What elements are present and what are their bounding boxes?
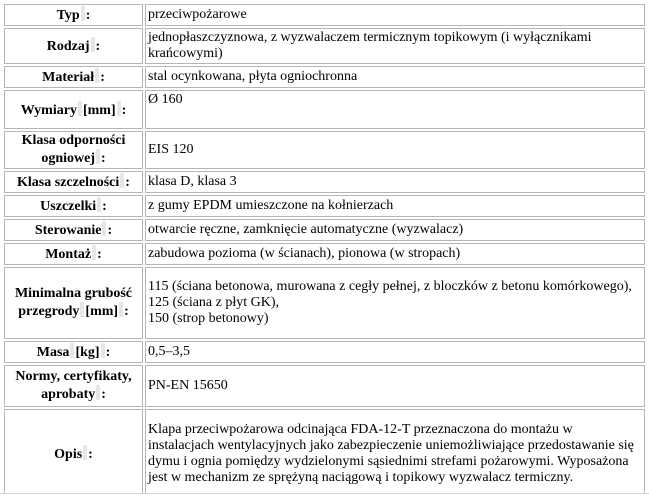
row-masa [4,341,645,363]
row-minimalna-grubosc [4,267,645,339]
label-text: Typ [56,8,80,23]
label-rodzaj: Rodzaj : [4,28,143,64]
label-unit: [mm] [82,102,116,118]
label-uszczelki: Uszczelki : [4,195,143,217]
value-line: 125 (ściana z płyt GK), [148,295,280,310]
value-minimalna-grubosc [145,267,645,339]
value-line: 115 (ściana betonowa, murowana z cegły pełnej, z bloczków z betonu komórkowego), [148,279,632,294]
label-text: Normy, certyfikaty, aprobaty [15,369,132,402]
label-klasa-odpornosci: Klasa odporności ogniowej : [4,131,143,169]
label-text: Materiał [42,70,95,85]
highlight-mark [120,173,124,188]
label-text: Masa [36,345,70,360]
row-material [4,66,645,88]
row-klasa-szczelnosci [4,171,645,193]
value-rodzaj: jednopłaszczyznowa, z wyzwalaczem termicznym topikowym (i wyłącznikami krańcowymi) [145,28,645,64]
value-masa: 0,5–3,5 [145,341,645,363]
highlight-mark [83,445,87,460]
value-opis: Klapa przeciwpożarowa odcinająca FDA-12-T przeznaczona do montażu w instalacjach wentylacyjnych jako zabezpieczenie uniemożliwiające przedostawanie się dymu i ognia pomiędzy wydzielonymi sąsiednimi strefami pożarowymi. Wyposażona jest w mechanizm ze sprężyną naciągową i topikowy wyzwalacz termiczny. [145,409,645,499]
value-klasa-szczelnosci: klasa D, klasa 3 [145,171,645,193]
label-text: Wymiary [20,102,77,118]
value-line: 150 (strop betonowy) [148,311,269,326]
row-rodzaj [4,28,645,64]
value-wymiary: Ø 160 [145,90,645,129]
highlight-mark [119,302,123,317]
label-wymiary: Wymiary [mm] : [4,90,143,129]
highlight-mark [78,101,82,116]
label-text: Sterowanie [34,223,102,238]
value-material: stal ocynkowana, płyta ogniochronna [145,66,645,88]
highlight-mark [70,343,74,358]
label-klasa-szczelnosci: Klasa szczelności : [4,171,143,193]
label-text: Montaż [45,247,92,262]
row-opis [4,409,645,499]
label-minimalna-grubosc: Minimalna grubość przegrody [mm] : [4,267,143,339]
value-sterowanie: otwarcie ręczne, zamknięcie automatyczne (wyzwalacz) [145,219,645,241]
value-normy: PN-EN 15650 [145,365,645,407]
label-masa: Masa [kg] : [4,341,143,363]
highlight-mark [81,6,85,21]
highlight-mark [95,68,99,83]
value-typ: przeciwpożarowe [145,4,645,26]
highlight-mark [117,101,121,116]
highlight-mark [101,343,105,358]
label-unit: [mm] [85,304,119,319]
label-opis: Opis : [4,409,143,499]
row-sterowanie [4,219,645,241]
specification-table [2,2,647,501]
highlight-mark [102,221,106,236]
label-text: Klasa odporności ogniowej [21,133,126,166]
highlight-mark [97,197,101,212]
row-wymiary [4,90,645,129]
value-uszczelki: z gumy EPDM umieszczone na kołnierzach [145,195,645,217]
highlight-mark [80,302,84,317]
row-montaz [4,243,645,265]
label-sterowanie: Sterowanie : [4,219,143,241]
label-material: Materiał : [4,66,143,88]
row-typ [4,4,645,26]
label-text: Uszczelki [40,199,97,214]
highlight-mark [96,149,100,164]
highlight-mark [91,37,95,52]
row-klasa-odpornosci [4,131,645,169]
label-text: Minimalna grubość przegrody [14,286,133,319]
row-normy [4,365,645,407]
label-text: Opis [54,447,83,462]
label-text: Rodzaj [46,39,90,54]
label-text: Klasa szczelności [17,175,120,190]
value-klasa-odpornosci: EIS 120 [145,131,645,169]
value-montaz: zabudowa pozioma (w ścianach), pionowa (w stropach) [145,243,645,265]
highlight-mark [92,245,96,260]
label-unit: [kg] [75,345,100,360]
row-uszczelki [4,195,645,217]
label-montaz: Montaż : [4,243,143,265]
label-normy: Normy, certyfikaty, aprobaty : [4,365,143,407]
label-typ: Typ : [4,4,143,26]
highlight-mark [96,385,100,400]
